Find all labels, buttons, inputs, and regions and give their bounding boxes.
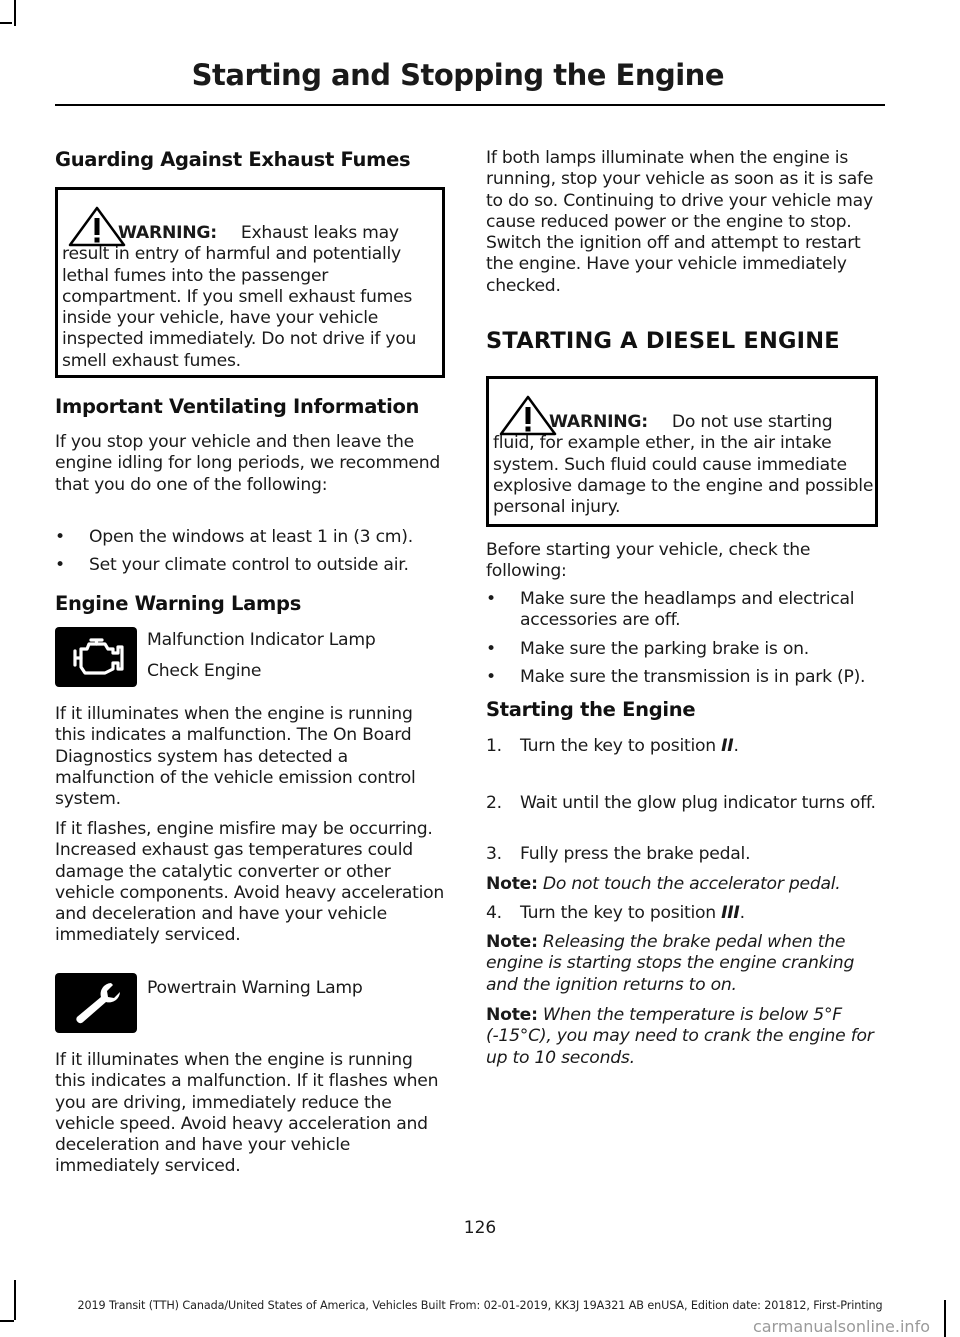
warning-text-starting-fluid — [493, 412, 875, 518]
list-item-text: Make sure the transmission is in park (P). — [520, 667, 866, 687]
step-number: 1. — [486, 736, 502, 756]
crop-mark-top-left-v — [14, 0, 16, 26]
step-text-main: Turn the key to position — [520, 903, 722, 923]
lamp-label-powertrain: Powertrain Warning Lamp — [147, 978, 363, 998]
bullet-glyph: • — [486, 589, 496, 609]
bullet-glyph: • — [486, 639, 496, 659]
paragraph-mil-2: If it flashes, engine misfire may be occurring. Increased exhaust gas temperatures could damage the catalytic converter or other vehicle components. Avoid heavy acceleration and deceleration and have your vehicle immediately serviced. — [55, 819, 445, 946]
paragraph-before-starting: Before starting your vehicle, check the following: — [486, 540, 811, 582]
step-text-end: . — [739, 903, 745, 923]
step-text-end: . — [733, 736, 739, 756]
lamp-label-mil: Malfunction Indicator Lamp — [147, 630, 376, 650]
paragraph-both-lamps: If both lamps illuminate when the engine is running, stop your vehicle as soon as it is safe to do so. Continuing to drive your vehicle may cause reduced power or the engine to stop. Switch the ignition off and attempt to restart the engine. Have your vehicle immediately checked. — [486, 148, 874, 296]
warning-label: WARNING: — [118, 223, 217, 243]
paragraph-ventilating: If you stop your vehicle and then leave the engine idling for long periods, we recommend that you do one of the following: — [55, 432, 441, 495]
note-accelerator — [486, 874, 878, 895]
step-text: Fully press the brake pedal. — [520, 844, 751, 864]
warning-body-text: Exhaust leaks may result in entry of harmful and potentially lethal fumes into the passenger compartment. If you smell exhaust fumes inside your vehicle, have your vehicle inspected immediately. Do not drive if you smell exhaust fumes. — [62, 223, 417, 371]
list-item-text: Make sure the parking brake is on. — [520, 639, 809, 659]
step-text-main: Turn the key to position — [520, 736, 722, 756]
wrench-icon — [55, 973, 137, 1033]
header-rule — [55, 104, 885, 106]
note-label: Note: — [486, 874, 538, 894]
lamp-label-check-engine: Check Engine — [147, 661, 262, 681]
step-text-emphasis: III — [721, 903, 740, 923]
note-brake-pedal — [486, 932, 882, 996]
crop-mark-top-left-h — [0, 22, 12, 24]
note-temperature — [486, 1005, 878, 1069]
paragraph-mil-1: If it illuminates when the engine is running this indicates a malfunction. The On Board Diagnostics system has detected a malfunction of the vehicle emission control system. — [55, 704, 416, 810]
note-text: Do not touch the accelerator pedal. — [537, 874, 841, 894]
bullet-glyph: • — [55, 527, 65, 547]
note-label: Note: — [486, 932, 538, 952]
heading-starting-diesel: STARTING A DIESEL ENGINE — [486, 328, 840, 354]
heading-engine-warning-lamps: Engine Warning Lamps — [55, 592, 301, 615]
bullet-glyph: • — [55, 555, 65, 575]
warning-label: WARNING: — [549, 412, 648, 432]
page-header-title: Starting and Stopping the Engine — [191, 58, 724, 92]
warning-text-exhaust — [62, 223, 444, 372]
heading-ventilating: Important Ventilating Information — [55, 395, 420, 418]
list-item-text: Make sure the headlamps and electrical accessories are off. — [520, 589, 855, 631]
crop-mark-bottom-left-h — [0, 1320, 14, 1322]
warning-body-text: Do not use starting fluid, for example ether, in the air intake system. Such fluid could cause immediate explosive damage to the engine and possible personal injury. — [493, 412, 874, 518]
note-text: Releasing the brake pedal when the engine is starting stops the engine cranking and the ignition returns to on. — [486, 932, 855, 995]
step-text — [520, 903, 878, 924]
list-item-text: Set your climate control to outside air. — [89, 555, 409, 575]
watermark: carmanualsonline.info — [752, 1317, 930, 1336]
list-item-text: Open the windows at least 1 in (3 cm). — [89, 527, 413, 547]
step-number: 2. — [486, 793, 502, 813]
bullet-glyph: • — [486, 667, 496, 687]
edition-footer: 2019 Transit (TTH) Canada/United States of America, Vehicles Built From: 02-01-2019, KK3J 19A321 AB enUSA, Edition date: 201812, First-Printing — [77, 1299, 883, 1312]
step-text — [520, 736, 878, 757]
check-engine-icon — [55, 627, 137, 687]
paragraph-powertrain: If it illuminates when the engine is running this indicates a malfunction. If it flashes when you are driving, immediately reduce the vehicle speed. Avoid heavy acceleration and deceleration and have your vehicle immediately serviced. — [55, 1050, 439, 1177]
step-text-emphasis: II — [721, 736, 734, 756]
warning-box-exhaust — [55, 187, 445, 378]
heading-starting-the-engine: Starting the Engine — [486, 698, 696, 721]
step-number: 3. — [486, 844, 502, 864]
page-number: 126 — [463, 1218, 497, 1238]
note-text: When the temperature is below 5°F (-15°C), you may need to crank the engine for up to 10 seconds. — [486, 1005, 874, 1068]
step-number: 4. — [486, 903, 502, 923]
heading-guarding-exhaust: Guarding Against Exhaust Fumes — [55, 148, 411, 171]
warning-box-starting-fluid — [486, 376, 878, 527]
step-text: Wait until the glow plug indicator turns off. — [520, 793, 876, 813]
note-label: Note: — [486, 1005, 538, 1025]
